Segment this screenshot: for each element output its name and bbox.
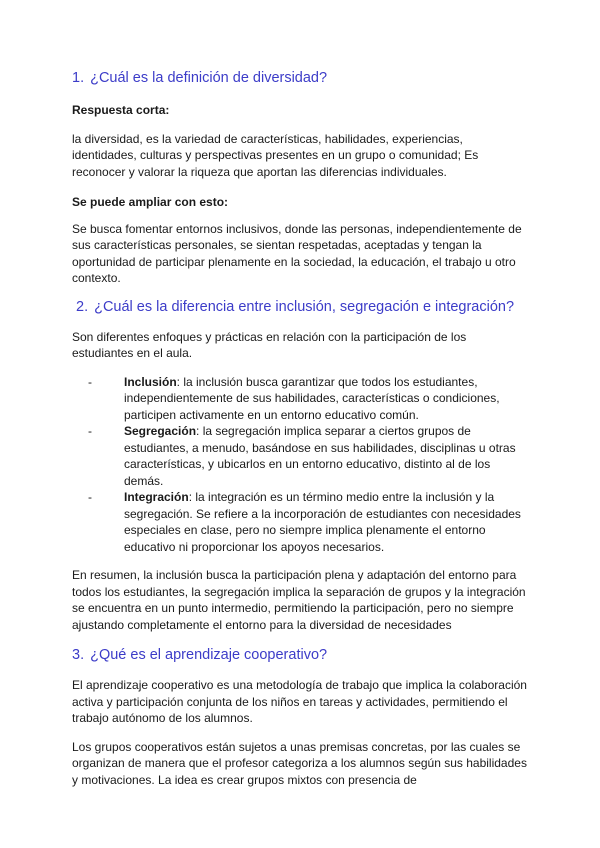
question-1-title: ¿Cuál es la definición de diversidad?: [90, 70, 328, 86]
definition-segregation: : la segregación implica separar a ciertos grupos de estudiantes, a menudo, basándose en sus habilidades, disciplinas u otras características, y ubicarlos en un entorno educativo, distinto al de los demás.: [124, 424, 516, 488]
expand-label: Se puede ampliar con esto:: [72, 195, 229, 209]
list-item-segregation: [88, 423, 530, 489]
list-item-inclusion: [88, 374, 530, 424]
question-1-heading: [72, 68, 530, 88]
definition-inclusion: : la inclusión busca garantizar que todos los estudiantes, independientemente de sus habilidades, características o condiciones, participen activamente en un entorno educativo común.: [124, 374, 500, 422]
cooperative-paragraph-1: El aprendizaje cooperativo es una metodología de trabajo que implica la colaboración activa y participación conjunta de los niños en tareas y actividades, permitiendo el trabajo autónomo de los alumnos.: [72, 678, 527, 725]
short-answer-label: Respuesta corta:: [72, 103, 170, 117]
list-dash: -: [88, 424, 92, 438]
question-2-heading: [72, 297, 530, 317]
term-integration: Integración: [124, 490, 189, 504]
question-3-title: ¿Qué es el aprendizaje cooperativo?: [90, 647, 328, 663]
question-2-number: 2.: [76, 298, 89, 315]
question-2-intro: Son diferentes enfoques y prácticas en relación con la participación de los estudiantes en el aula.: [72, 329, 467, 360]
term-segregation: Segregación: [124, 424, 197, 438]
list-item-integration: [88, 489, 530, 555]
list-dash: -: [88, 490, 92, 504]
term-inclusion: Inclusión: [124, 374, 177, 389]
concept-list: [72, 374, 530, 556]
question-1-number: 1.: [72, 70, 85, 86]
question-3-number: 3.: [72, 647, 85, 663]
summary-paragraph: En resumen, la inclusión busca la participación plena y adaptación del entorno para todos los estudiantes, la segregación implica la separación de grupos y la integración se encuentra en un punto intermedio, permitiendo la participación, pero no siempre ajustando completamente el entorno para la diversidad de necesidades: [72, 568, 526, 632]
short-answer-text: la diversidad, es la variedad de características, habilidades, experiencias, identidades, culturas y perspectivas presentes en un grupo o comunidad; Es reconocer y valorar la riqueza que aportan las diferencias individuales.: [72, 131, 479, 179]
list-dash: -: [88, 374, 92, 389]
question-3-heading: [72, 645, 530, 665]
question-2-title: ¿Cuál es la diferencia entre inclusión, segregación e integración?: [94, 298, 515, 315]
expand-text: Se busca fomentar entornos inclusivos, donde las personas, independientemente de sus características personales, se sientan respetadas, aceptadas y tengan la oportunidad de participar plenamente en la sociedad, la educación, el trabajo u otro contexto.: [72, 221, 522, 285]
definition-integration: : la integración es un término medio entre la inclusión y la segregación. Se refiere a la incorporación de estudiantes con necesidades especiales en clase, pero no siempre implica plenamente el entorno educativo ni proporcionar los apoyos necesarios.: [124, 490, 521, 554]
cooperative-paragraph-2: Los grupos cooperativos están sujetos a unas premisas concretas, por las cuales se organizan de manera que el profesor categoriza a los alumnos según sus habilidades y motivaciones. La idea es crear grupos mixtos con presencia de: [72, 739, 527, 787]
